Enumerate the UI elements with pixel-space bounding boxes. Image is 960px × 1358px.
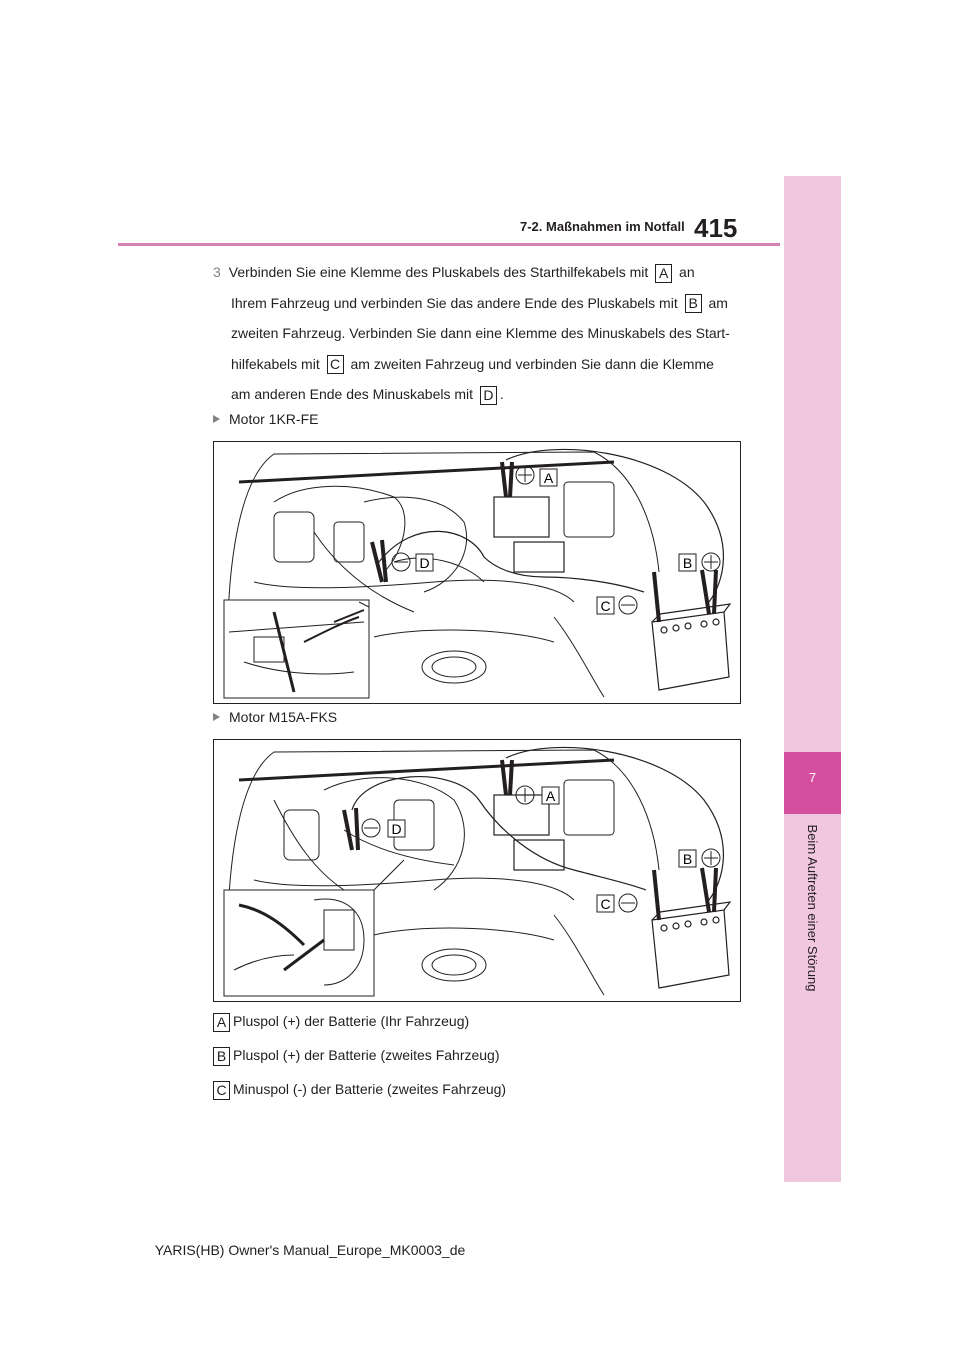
- figure-2-caption-text: Motor M15A-FKS: [229, 709, 338, 725]
- legend-key-c: C: [213, 1081, 230, 1100]
- triangle-bullet-icon: [213, 713, 220, 721]
- header-rule: [118, 243, 780, 246]
- legend-text-b: Pluspol (+) der Batterie (zweites Fahrzeug): [233, 1047, 500, 1063]
- legend-item-a: [213, 1011, 469, 1032]
- label-b-box: B: [685, 294, 702, 313]
- legend-text-a: Pluspol (+) der Batterie (Ihr Fahrzeug): [233, 1013, 470, 1029]
- step-line-2-end: am: [708, 294, 728, 311]
- callout-b-1: B: [682, 555, 693, 571]
- minus-symbol-icon-c: [619, 596, 637, 614]
- legend-item-c: [213, 1079, 506, 1100]
- step-line-1-end: an: [679, 264, 695, 280]
- triangle-bullet-icon: [213, 415, 220, 423]
- plus-symbol-icon-a: [516, 466, 534, 484]
- legend-text-c: Minuspol (-) der Batterie (zweites Fahrzeug): [233, 1081, 507, 1097]
- chapter-side-tab: [784, 176, 841, 1182]
- figure-engine-1kr-fe: [213, 441, 741, 704]
- minus-symbol-icon-d: [362, 819, 380, 837]
- step-line-3: zweiten Fahrzeug. Verbinden Sie dann eine Klemme des Minuskabels des Start-: [231, 325, 730, 341]
- chapter-number: 7: [808, 770, 817, 785]
- legend-key-a: A: [213, 1013, 230, 1032]
- step-number: 3: [213, 264, 221, 280]
- chapter-title: Beim Auftreten einer Störung: [805, 824, 820, 992]
- figure-1-caption: [213, 410, 318, 428]
- callout-a-2: A: [545, 788, 556, 804]
- step-line-4: [231, 349, 773, 380]
- step-line-4-end: am zweiten Fahrzeug und verbinden Sie dann die Klemme: [350, 355, 714, 372]
- footer-manual-id: YARIS(HB) Owner's Manual_Europe_MK0003_de: [154, 1242, 466, 1258]
- engine-bay-illustration-1: [214, 442, 740, 703]
- engine-bay-illustration-2: [214, 740, 740, 1001]
- callout-a-1: A: [543, 470, 554, 486]
- step-line-5: [231, 379, 773, 410]
- step-line-5-end: .: [499, 386, 504, 402]
- section-title: 7-2. Maßnahmen im Notfall: [520, 219, 685, 234]
- plus-symbol-icon-a: [516, 786, 534, 804]
- page-number: 415: [694, 213, 738, 243]
- step-line-5-text: am anderen Ende des Minuskabels mit: [231, 386, 474, 402]
- figure-1-caption-text: Motor 1KR-FE: [229, 411, 319, 427]
- callout-d-2: D: [391, 821, 402, 837]
- step-line-2-text: Ihrem Fahrzeug und verbinden Sie das andere Ende des Pluskabels mit: [231, 294, 678, 311]
- callout-b-2: B: [682, 851, 693, 867]
- callout-c-2: C: [600, 896, 611, 912]
- figure-2-caption: [213, 708, 337, 726]
- label-c-box: C: [327, 355, 344, 374]
- step-line-2: [231, 288, 773, 319]
- plus-symbol-icon-b: [702, 553, 720, 571]
- figure-engine-m15a-fks: [213, 739, 741, 1002]
- legend-item-b: [213, 1045, 500, 1066]
- callout-d-1: D: [419, 555, 430, 571]
- plus-symbol-icon-b: [702, 849, 720, 867]
- step-line-1-text: Verbinden Sie eine Klemme des Pluskabels des Starthilfekabels mit: [228, 264, 649, 280]
- step-line-1: [213, 257, 773, 288]
- step-3-text: [213, 257, 773, 410]
- label-d-box: D: [480, 386, 497, 405]
- minus-symbol-icon-c: [619, 894, 637, 912]
- minus-symbol-icon-d: [392, 553, 410, 571]
- legend-key-b: B: [213, 1047, 230, 1066]
- step-line-4-text: hilfekabels mit: [231, 355, 320, 372]
- callout-c-1: C: [600, 598, 611, 614]
- label-a-box: A: [655, 264, 672, 283]
